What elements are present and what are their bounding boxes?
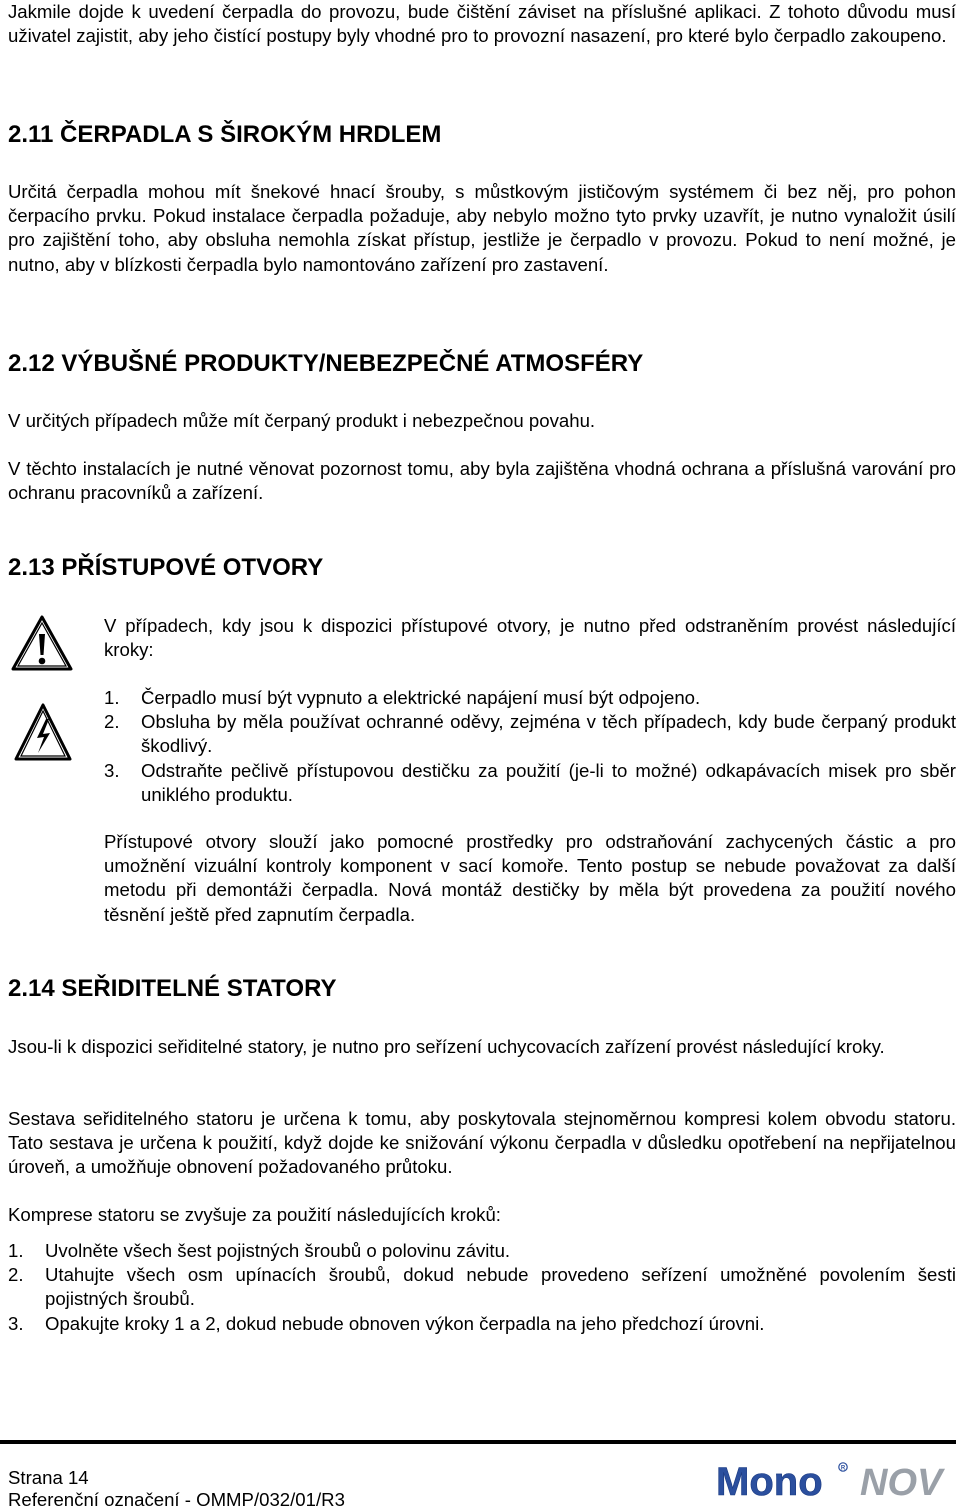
mono-nov-logo [714,1458,950,1502]
section-2-13-intro: V případech, kdy jsou k dispozici přístupové otvory, je nutno před odstraněním provést následující kroky: [104,615,956,661]
section-2-12-paragraph-2: V těchto instalacích je nutné věnovat pozornost tomu, aby byla zajištěna vhodná ochrana a příslušná varování pro ochranu pracovníků a zařízení. [8,458,956,504]
section-2-14-steps [8,1239,956,1336]
footer-divider [0,1440,956,1444]
logo-mono-text: Mono [716,1460,823,1502]
svg-text:R: R [840,1465,846,1472]
section-2-13-paragraph: Přístupové otvory slouží jako pomocné prostředky pro odstraňování zachycených částic a pro umožnění vizuální kontroly komponent v sací komoře. Tento postup se nebude považovat za další metodu při demontáži čerpadla. Nová montáž destičky by měla být provedena za použití nového těsnění ještě před zapnutím čerpadla. [104,831,956,925]
section-2-12-heading: 2.12 VÝBUŠNÉ PRODUKTY/NEBEZPEČNÉ ATMOSFÉRY [8,350,644,377]
list-item: 3. Opakujte kroky 1 a 2, dokud nebude obnoven výkon čerpadla na jeho předchozí úrovni. [8,1312,765,1334]
section-2-12-paragraph-1: V určitých případech může mít čerpaný produkt i nebezpečnou povahu. [8,410,596,431]
section-2-11-heading: 2.11 ČERPADLA S ŠIROKÝM HRDLEM [8,121,442,148]
section-2-11-paragraph: Určitá čerpadla mohou mít šnekové hnací šrouby, s můstkovým jističovým systémem či bez něj, pro pohon čerpacího prvku. Pokud instalace čerpadla požaduje, aby nebylo možno tyto prvky uzavřít, je nutno vynaložit úsilí pro zajištění toho, aby obsluha nemohla získat přístup, jestliže je čerpadlo v provozu. Pokud to není možné, je nutno, aby v blízkosti čerpadla bylo namontováno zařízení pro zastavení. [8,181,956,275]
electrical-hazard-icon [13,702,73,762]
list-item: 2. Obsluha by měla používat ochranné oděvy, zejména v těch případech, kdy bude čerpaný produkt škodlivý. [104,711,956,757]
warning-exclamation-icon [10,614,74,672]
section-2-14-heading: 2.14 SEŘIDITELNÉ STATORY [8,975,337,1002]
footer-reference: Referenční označení - OMMP/032/01/R3 [8,1489,345,1510]
list-item: 1. Uvolněte všech šest pojistných šroubů o polovinu závitu. [8,1240,511,1261]
section-2-13-heading: 2.13 PŘÍSTUPOVÉ OTVORY [8,554,324,581]
section-2-13-steps [104,686,956,807]
intro-paragraph: Jakmile dojde k uvedení čerpadla do provozu, bude čištění záviset na příslušné aplikaci. Z tohoto důvodu musí uživatel zajistit, aby jeho čistící postupy byly vhodné pro to provozní nasazení, pro které bylo čerpadlo zakoupeno. [8,1,956,47]
list-item: 1. Čerpadlo musí být vypnuto a elektrické napájení musí být odpojeno. [104,687,701,708]
list-item: 3. Odstraňte pečlivě přístupovou destičku za použití (je-li to možné) odkapávacích misek pro sběr uniklého produktu. [104,759,956,805]
section-2-14-paragraph-1: Jsou-li k dispozici seřiditelné statory, je nutno pro seřízení uchycovacích zařízení provést následující kroky. [8,1036,885,1057]
section-2-14-paragraph-2: Sestava seřiditelného statoru je určena k tomu, aby poskytovala stejnoměrnou kompresi kolem obvodu statoru. Tato sestava je určena k použití, když dojde ke snižování výkonu čerpadla v důsledku opotřebení na nepřijatelnou úroveň, a umožňuje obnovení požadovaného průtoku. [8,1108,956,1178]
footer-page-number: Strana 14 [8,1467,89,1488]
section-2-14-paragraph-3: Komprese statoru se zvyšuje za použití následujících kroků: [8,1204,501,1225]
list-item: 2. Utahujte všech osm upínacích šroubů, dokud nebude provedeno seřízení umožněné povolením šesti pojistných šroubů. [8,1264,956,1310]
logo-nov-text: NOV [860,1462,943,1502]
